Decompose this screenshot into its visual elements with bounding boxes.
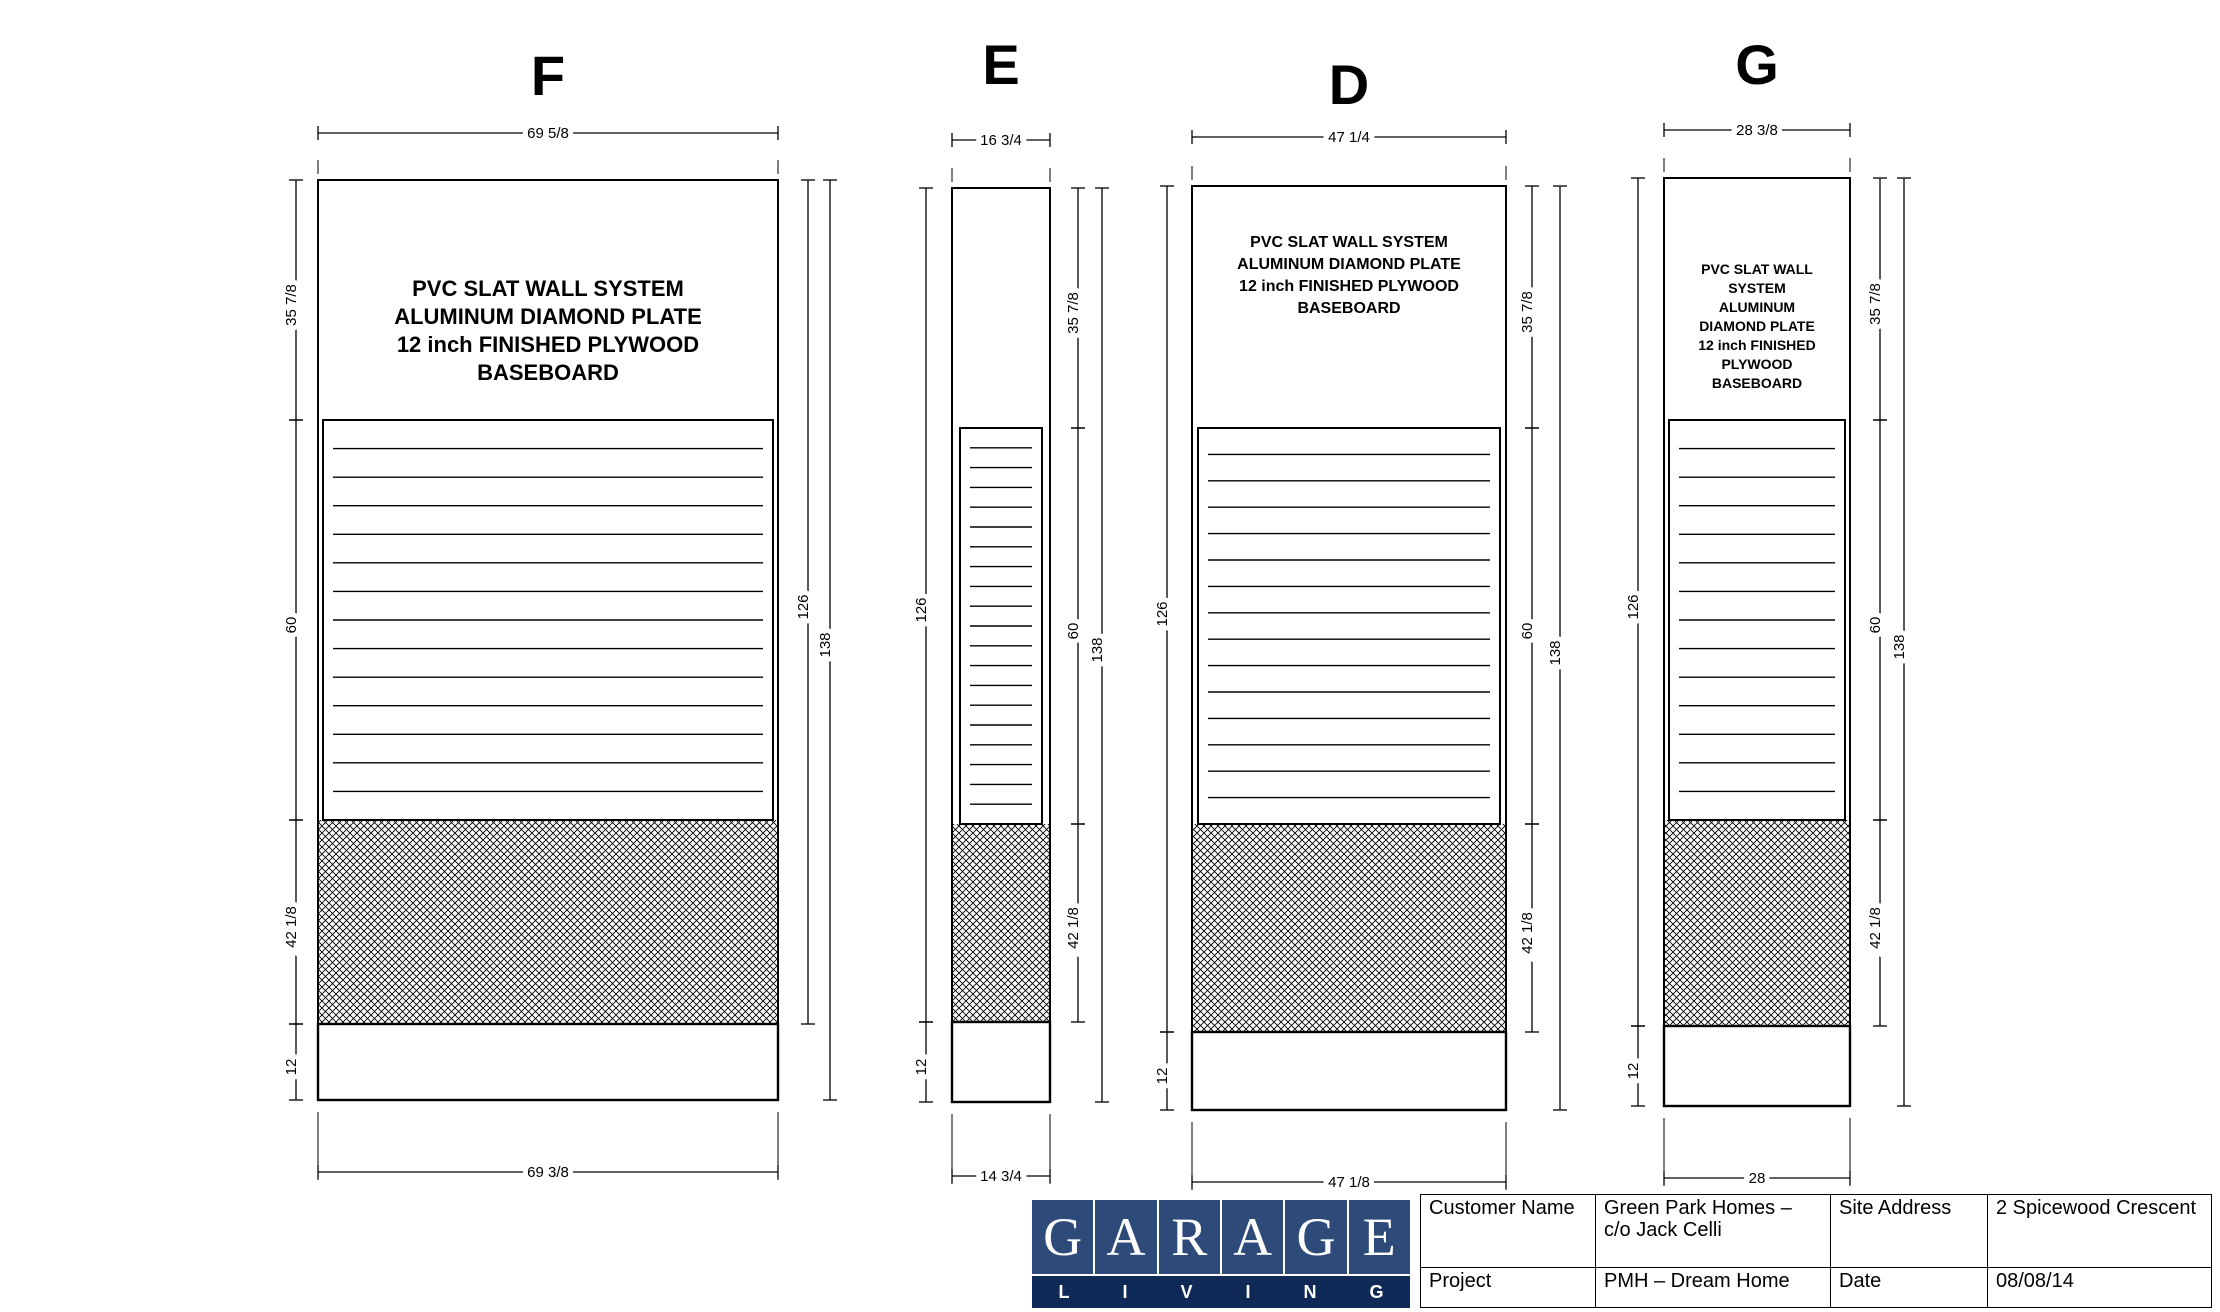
logo-sub-letter: V (1180, 1281, 1193, 1302)
diamond-plate (1192, 824, 1506, 1032)
upper-height-dimension-label: 35 7/8 (1519, 291, 1536, 333)
top-width-label: 69 5/8 (527, 125, 569, 142)
logo-sub-letter: G (1369, 1281, 1384, 1302)
elevation-f (283, 44, 837, 1181)
height-138-dimension-label: 138 (1547, 640, 1564, 666)
logo-sub-letter: L (1058, 1281, 1070, 1302)
slat-height-dimension-label: 60 (1519, 622, 1536, 640)
bottom-width-label: 47 1/8 (1328, 1174, 1370, 1191)
logo-letter: E (1349, 1200, 1410, 1274)
baseboard (318, 1024, 778, 1100)
elevation-letter: F (530, 44, 566, 107)
logo-letter: A (1222, 1200, 1283, 1274)
site-address-label: Site Address (1831, 1195, 1988, 1268)
elevation-g (1625, 33, 1911, 1187)
elevation-letter: G (1735, 33, 1779, 96)
garage-living-logo (1032, 1200, 1410, 1308)
logo-letter: G (1285, 1200, 1346, 1274)
slat-height-dimension-label: 60 (1065, 622, 1082, 640)
baseboard (1192, 1032, 1506, 1110)
material-note: PLYWOOD (1721, 356, 1793, 372)
slat-wall-panel (1198, 428, 1500, 824)
height-138-dimension-label: 138 (1891, 634, 1908, 660)
plate-height-dimension-label: 42 1/8 (1867, 907, 1884, 949)
customer-name-label: Customer Name (1421, 1195, 1596, 1268)
upper-height-dimension-label: 35 7/8 (283, 284, 300, 326)
height-126-dimension-label: 126 (795, 594, 812, 620)
material-note: PVC SLAT WALL SYSTEM (412, 276, 684, 301)
material-note: 12 inch FINISHED (1698, 337, 1816, 353)
date-value: 08/08/14 (1988, 1268, 2212, 1308)
base-height-dimension-label: 12 (913, 1058, 930, 1076)
baseboard (1664, 1026, 1850, 1106)
diamond-plate (1664, 820, 1850, 1026)
elevation-e (913, 33, 1109, 1185)
bottom-width-label: 14 3/4 (980, 1168, 1022, 1185)
plate-height-dimension-label: 42 1/8 (283, 906, 300, 948)
material-note: 12 inch FINISHED PLYWOOD (396, 332, 700, 357)
bottom-width-label: 69 3/8 (527, 1164, 569, 1181)
customer-name-value: Green Park Homes – c/o Jack Celli (1596, 1195, 1831, 1268)
bottom-width-label: 28 (1748, 1170, 1766, 1187)
material-note: BASEBOARD (1711, 375, 1803, 391)
elevation-d (1154, 53, 1567, 1191)
slat-height-dimension-label: 60 (283, 616, 300, 634)
height-126-dimension-label: 126 (1625, 594, 1642, 620)
base-height-dimension-label: 12 (283, 1058, 300, 1076)
project-label: Project (1421, 1268, 1596, 1308)
logo-sub-letter: N (1303, 1281, 1317, 1302)
top-width-label: 16 3/4 (980, 132, 1022, 149)
height-138-dimension-label: 138 (817, 632, 834, 658)
material-note: DIAMOND PLATE (1699, 318, 1815, 334)
material-note: PVC SLAT WALL SYSTEM (1250, 234, 1448, 251)
upper-height-dimension-label: 35 7/8 (1065, 292, 1082, 334)
material-note: PVC SLAT WALL (1701, 261, 1813, 277)
height-126-dimension-label: 126 (913, 597, 930, 623)
date-label: Date (1831, 1268, 1988, 1308)
plate-height-dimension-label: 42 1/8 (1065, 907, 1082, 949)
material-note: ALUMINUM (1718, 299, 1796, 315)
height-138-dimension-label: 138 (1089, 637, 1106, 663)
material-note: BASEBOARD (1297, 300, 1401, 317)
elevation-letter: E (982, 33, 1020, 96)
baseboard (952, 1022, 1050, 1102)
top-width-label: 47 1/4 (1328, 129, 1370, 146)
logo-letter: A (1095, 1200, 1156, 1274)
slat-height-dimension-label: 60 (1867, 616, 1884, 634)
material-note: SYSTEM (1728, 280, 1786, 296)
top-width-label: 28 3/8 (1736, 122, 1778, 139)
logo-sub-letter: I (1122, 1281, 1128, 1302)
diamond-plate (318, 820, 778, 1024)
title-block (1420, 1194, 2212, 1308)
site-address-value: 2 Spicewood Crescent (1988, 1195, 2212, 1268)
height-126-dimension-label: 126 (1154, 601, 1171, 627)
material-note: 12 inch FINISHED PLYWOOD (1239, 278, 1459, 295)
logo-letter: R (1159, 1200, 1220, 1274)
logo-sub-letter: I (1245, 1281, 1251, 1302)
material-note: ALUMINUM DIAMOND PLATE (1237, 256, 1461, 273)
material-note: BASEBOARD (477, 360, 619, 385)
project-value: PMH – Dream Home (1596, 1268, 1831, 1308)
plate-height-dimension-label: 42 1/8 (1519, 912, 1536, 954)
diamond-plate (952, 824, 1050, 1022)
logo-letter: G (1032, 1200, 1093, 1274)
elevation-letter: D (1328, 53, 1370, 116)
upper-height-dimension-label: 35 7/8 (1867, 283, 1884, 325)
material-note: ALUMINUM DIAMOND PLATE (394, 304, 702, 329)
base-height-dimension-label: 12 (1625, 1062, 1642, 1080)
base-height-dimension-label: 12 (1154, 1067, 1171, 1085)
